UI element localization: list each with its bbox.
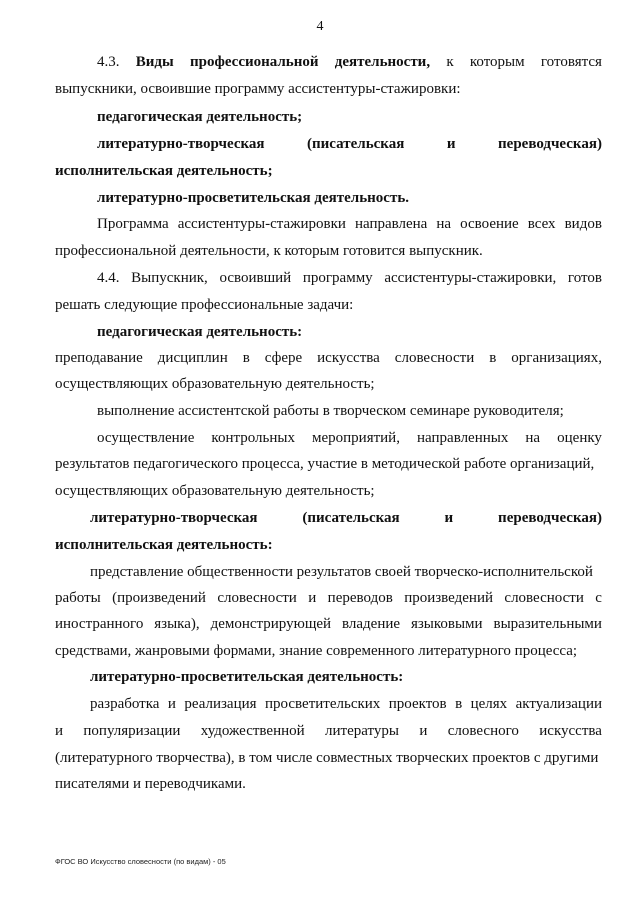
lit-task-line-2: работы (произведений словесности и переводов произведений словесности с xyxy=(55,590,602,606)
activity-item-educational: литературно-просветительская деятельность. xyxy=(97,190,409,206)
task-heading-literary-line-1: литературно-творческая (писательская и переводческая) xyxy=(90,510,602,526)
activity-item-literary-line-1: литературно-творческая (писательская и переводческая) xyxy=(97,136,602,152)
activity-item-literary-line-2: исполнительская деятельность; xyxy=(55,163,273,179)
section-4-3-line-1: 4.3. Виды профессиональной деятельности, к которым готовятся xyxy=(97,54,602,70)
ped-task-1-line-1: преподавание дисциплин в сфере искусства словесности в организациях, xyxy=(55,350,602,366)
prosv-task-line-4: писателями и переводчиками. xyxy=(55,776,246,792)
ped-task-1-line-2: осуществляющих образовательную деятельность; xyxy=(55,376,375,392)
lit-task-line-1: представление общественности результатов своей творческо-исполнительской xyxy=(90,564,593,580)
prosv-task-line-2: и популяризации художественной литературы и словесного искусства xyxy=(55,723,602,739)
ped-task-3-line-1: осуществление контрольных мероприятий, направленных на оценку xyxy=(97,430,602,446)
activity-item-pedagogical: педагогическая деятельность; xyxy=(97,109,303,125)
prosv-task-line-3: (литературного творчества), в том числе совместных творческих проектов с другими xyxy=(55,750,599,766)
ped-task-2: выполнение ассистентской работы в творческом семинаре руководителя; xyxy=(97,403,564,419)
ped-task-3-line-3: осуществляющих образовательную деятельность; xyxy=(55,483,375,499)
page-number: 4 xyxy=(316,19,324,34)
section-4-3-line-2: выпускники, освоившие программу ассистентуры-стажировки: xyxy=(55,81,461,97)
program-focus-line-1: Программа ассистентуры-стажировки направлена на освоение всех видов xyxy=(97,216,602,232)
task-heading-educational: литературно-просветительская деятельность: xyxy=(90,669,404,685)
task-heading-pedagogical: педагогическая деятельность: xyxy=(97,324,303,340)
ped-task-3-line-2: результатов педагогического процесса, участие в методической работе организаций, xyxy=(55,456,595,472)
lit-task-line-3: иностранного языка), демонстрирующей владение языковыми выразительными xyxy=(55,616,602,632)
prosv-task-line-1: разработка и реализация просветительских проектов в целях актуализации xyxy=(90,696,602,712)
section-4-4-line-1: 4.4. Выпускник, освоивший программу ассистентуры-стажировки, готов xyxy=(97,270,602,286)
task-heading-literary-line-2: исполнительская деятельность: xyxy=(55,537,273,553)
program-focus-line-2: профессиональной деятельности, к которым готовится выпускник. xyxy=(55,243,483,259)
document-footer: ФГОС ВО Искусство словесности (по видам) - 05 xyxy=(55,857,226,866)
section-4-4-line-2: решать следующие профессиональные задачи: xyxy=(55,297,354,313)
lit-task-line-4: средствами, жанровыми формами, знание современного литературного процесса; xyxy=(55,643,578,659)
